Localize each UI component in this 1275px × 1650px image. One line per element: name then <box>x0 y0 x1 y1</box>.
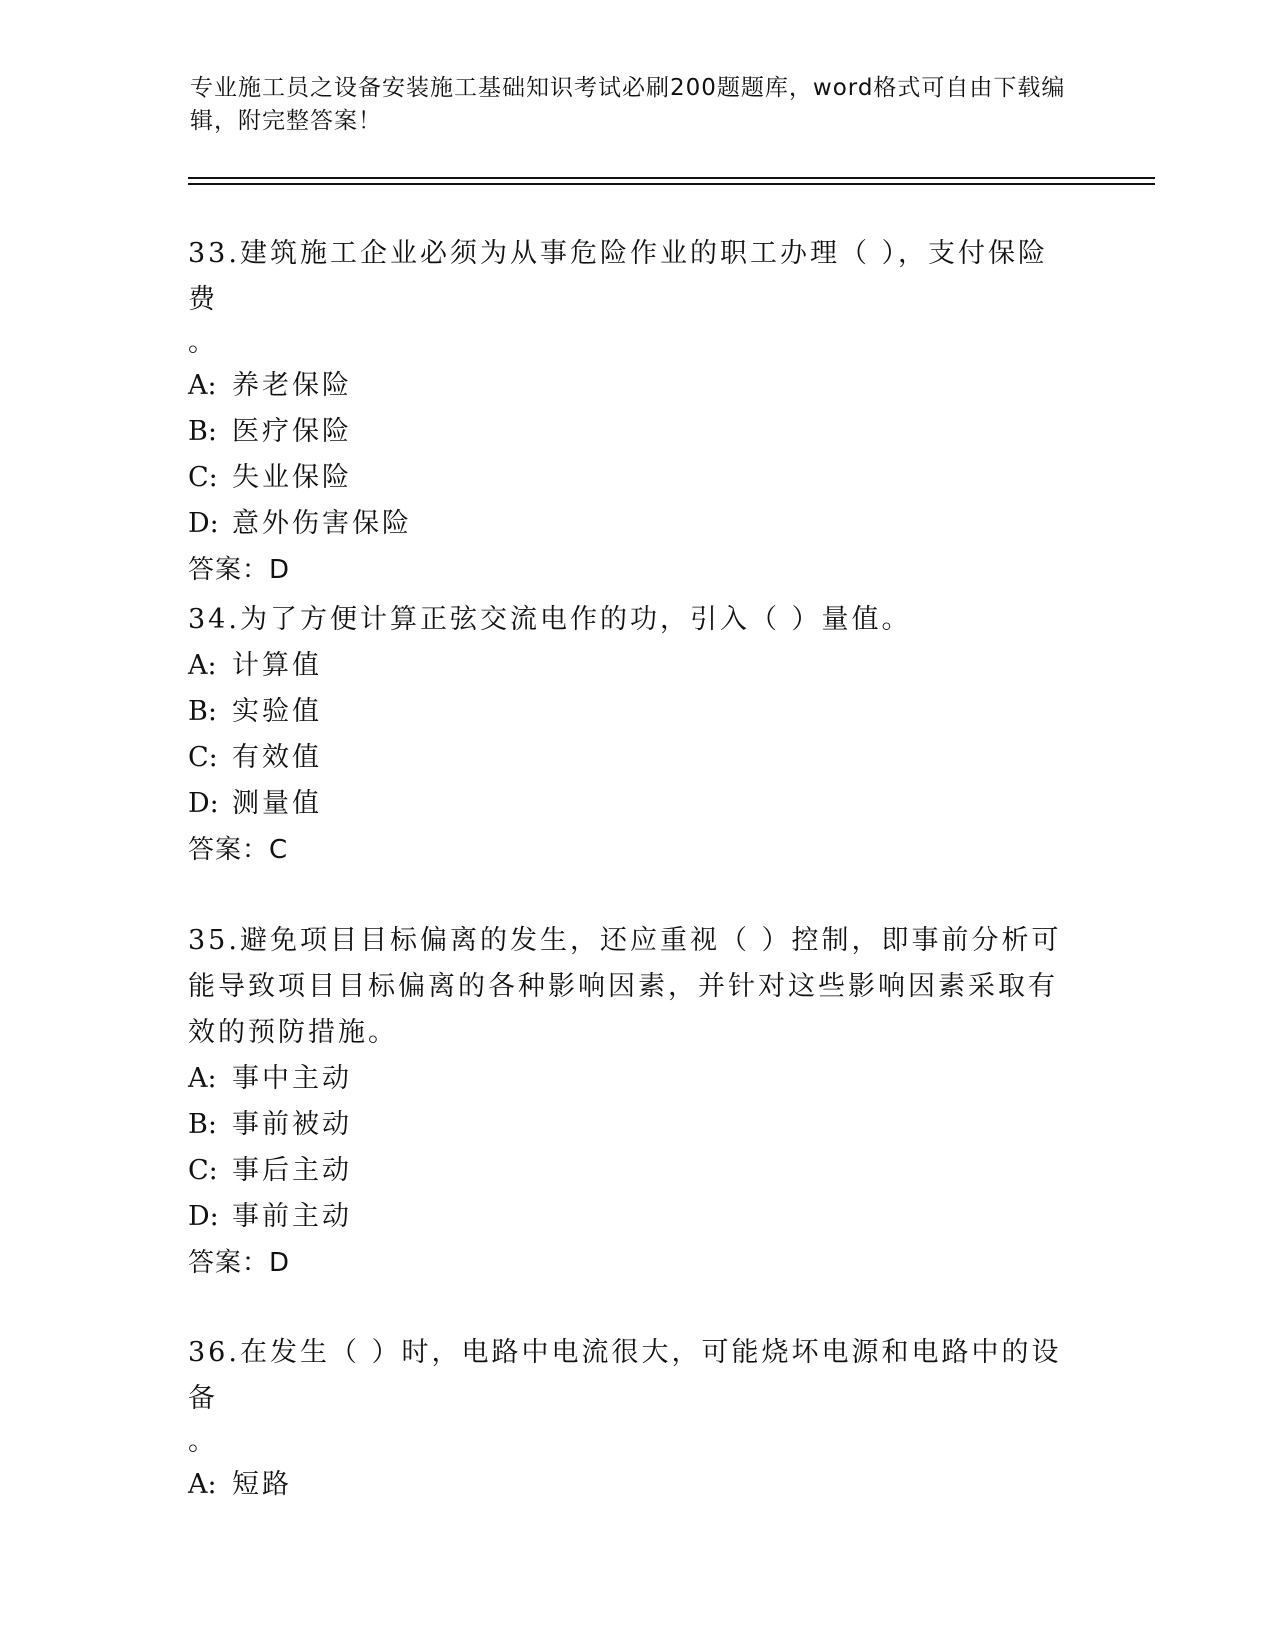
question-stem <box>188 918 1068 1056</box>
option-text: 事前主动 <box>232 1201 352 1232</box>
option-a <box>188 1056 1068 1102</box>
option-d <box>188 781 1068 827</box>
option-letter: B: <box>188 696 217 727</box>
option-text: 测量值 <box>232 788 322 819</box>
answer-line <box>188 1240 1068 1286</box>
option-letter: B: <box>188 416 217 447</box>
answer-value: C <box>269 835 289 865</box>
document-header: 专业施工员之设备安装施工基础知识考试必刷200题题库，word格式可自由下载编辑，附完整答案！ <box>190 75 1066 134</box>
question-stem <box>188 1330 1068 1462</box>
option-letter: D: <box>188 788 219 819</box>
option-text: 有效值 <box>232 742 322 773</box>
answer-value: D <box>269 555 291 585</box>
question-stem <box>188 597 1068 643</box>
option-letter: A: <box>188 1469 217 1500</box>
option-c <box>188 455 1068 501</box>
question-34 <box>188 597 1068 873</box>
option-text: 医疗保险 <box>232 416 352 447</box>
option-letter: A: <box>188 1063 217 1094</box>
option-d <box>188 1194 1068 1240</box>
question-stem-text: 33.建筑施工企业必须为从事危险作业的职工办理（ ），支付保险费 <box>188 238 1049 315</box>
answer-label: 答案： <box>188 835 270 865</box>
option-d <box>188 501 1068 547</box>
answer-line <box>188 547 1068 593</box>
option-text: 事后主动 <box>232 1155 352 1186</box>
option-a <box>188 363 1068 409</box>
header-divider-bottom <box>188 183 1155 185</box>
question-36 <box>188 1330 1068 1508</box>
option-letter: C: <box>188 1155 218 1186</box>
option-c <box>188 735 1068 781</box>
question-stem <box>188 231 1068 363</box>
answer-line <box>188 827 1068 873</box>
option-letter: A: <box>188 650 217 681</box>
option-b <box>188 689 1068 735</box>
option-letter: C: <box>188 742 218 773</box>
option-c <box>188 1148 1068 1194</box>
option-letter: B: <box>188 1109 217 1140</box>
question-stem-text: 36.在发生（ ）时，电路中电流很大，可能烧坏电源和电路中的设备 <box>188 1337 1062 1414</box>
question-stem-text: 35.避免项目目标偏离的发生，还应重视（ ）控制，即事前分析可能导致项目目标偏离的各种影响因素，并针对这些影响因素采取有效的预防措施。 <box>188 925 1062 1048</box>
option-text: 计算值 <box>232 650 322 681</box>
question-35 <box>188 918 1068 1286</box>
header-divider-top <box>188 177 1155 179</box>
option-text: 失业保险 <box>232 462 352 493</box>
option-b <box>188 1102 1068 1148</box>
option-letter: D: <box>188 1201 219 1232</box>
question-stem-tail: 。 <box>188 327 218 358</box>
answer-label: 答案： <box>188 1248 270 1278</box>
option-text: 事中主动 <box>232 1063 352 1094</box>
question-stem-text: 34.为了方便计算正弦交流电作的功，引入（ ）量值。 <box>188 604 912 635</box>
option-text: 短路 <box>232 1469 292 1500</box>
answer-value: D <box>269 1248 291 1278</box>
option-a <box>188 643 1068 689</box>
option-letter: A: <box>188 370 217 401</box>
option-a <box>188 1462 1068 1508</box>
option-letter: D: <box>188 508 219 539</box>
option-letter: C: <box>188 462 218 493</box>
option-text: 意外伤害保险 <box>232 508 412 539</box>
question-33 <box>188 231 1068 593</box>
option-text: 事前被动 <box>232 1109 352 1140</box>
option-b <box>188 409 1068 455</box>
option-text: 养老保险 <box>232 370 352 401</box>
answer-label: 答案： <box>188 555 270 585</box>
option-text: 实验值 <box>232 696 322 727</box>
question-stem-tail: 。 <box>188 1426 218 1457</box>
